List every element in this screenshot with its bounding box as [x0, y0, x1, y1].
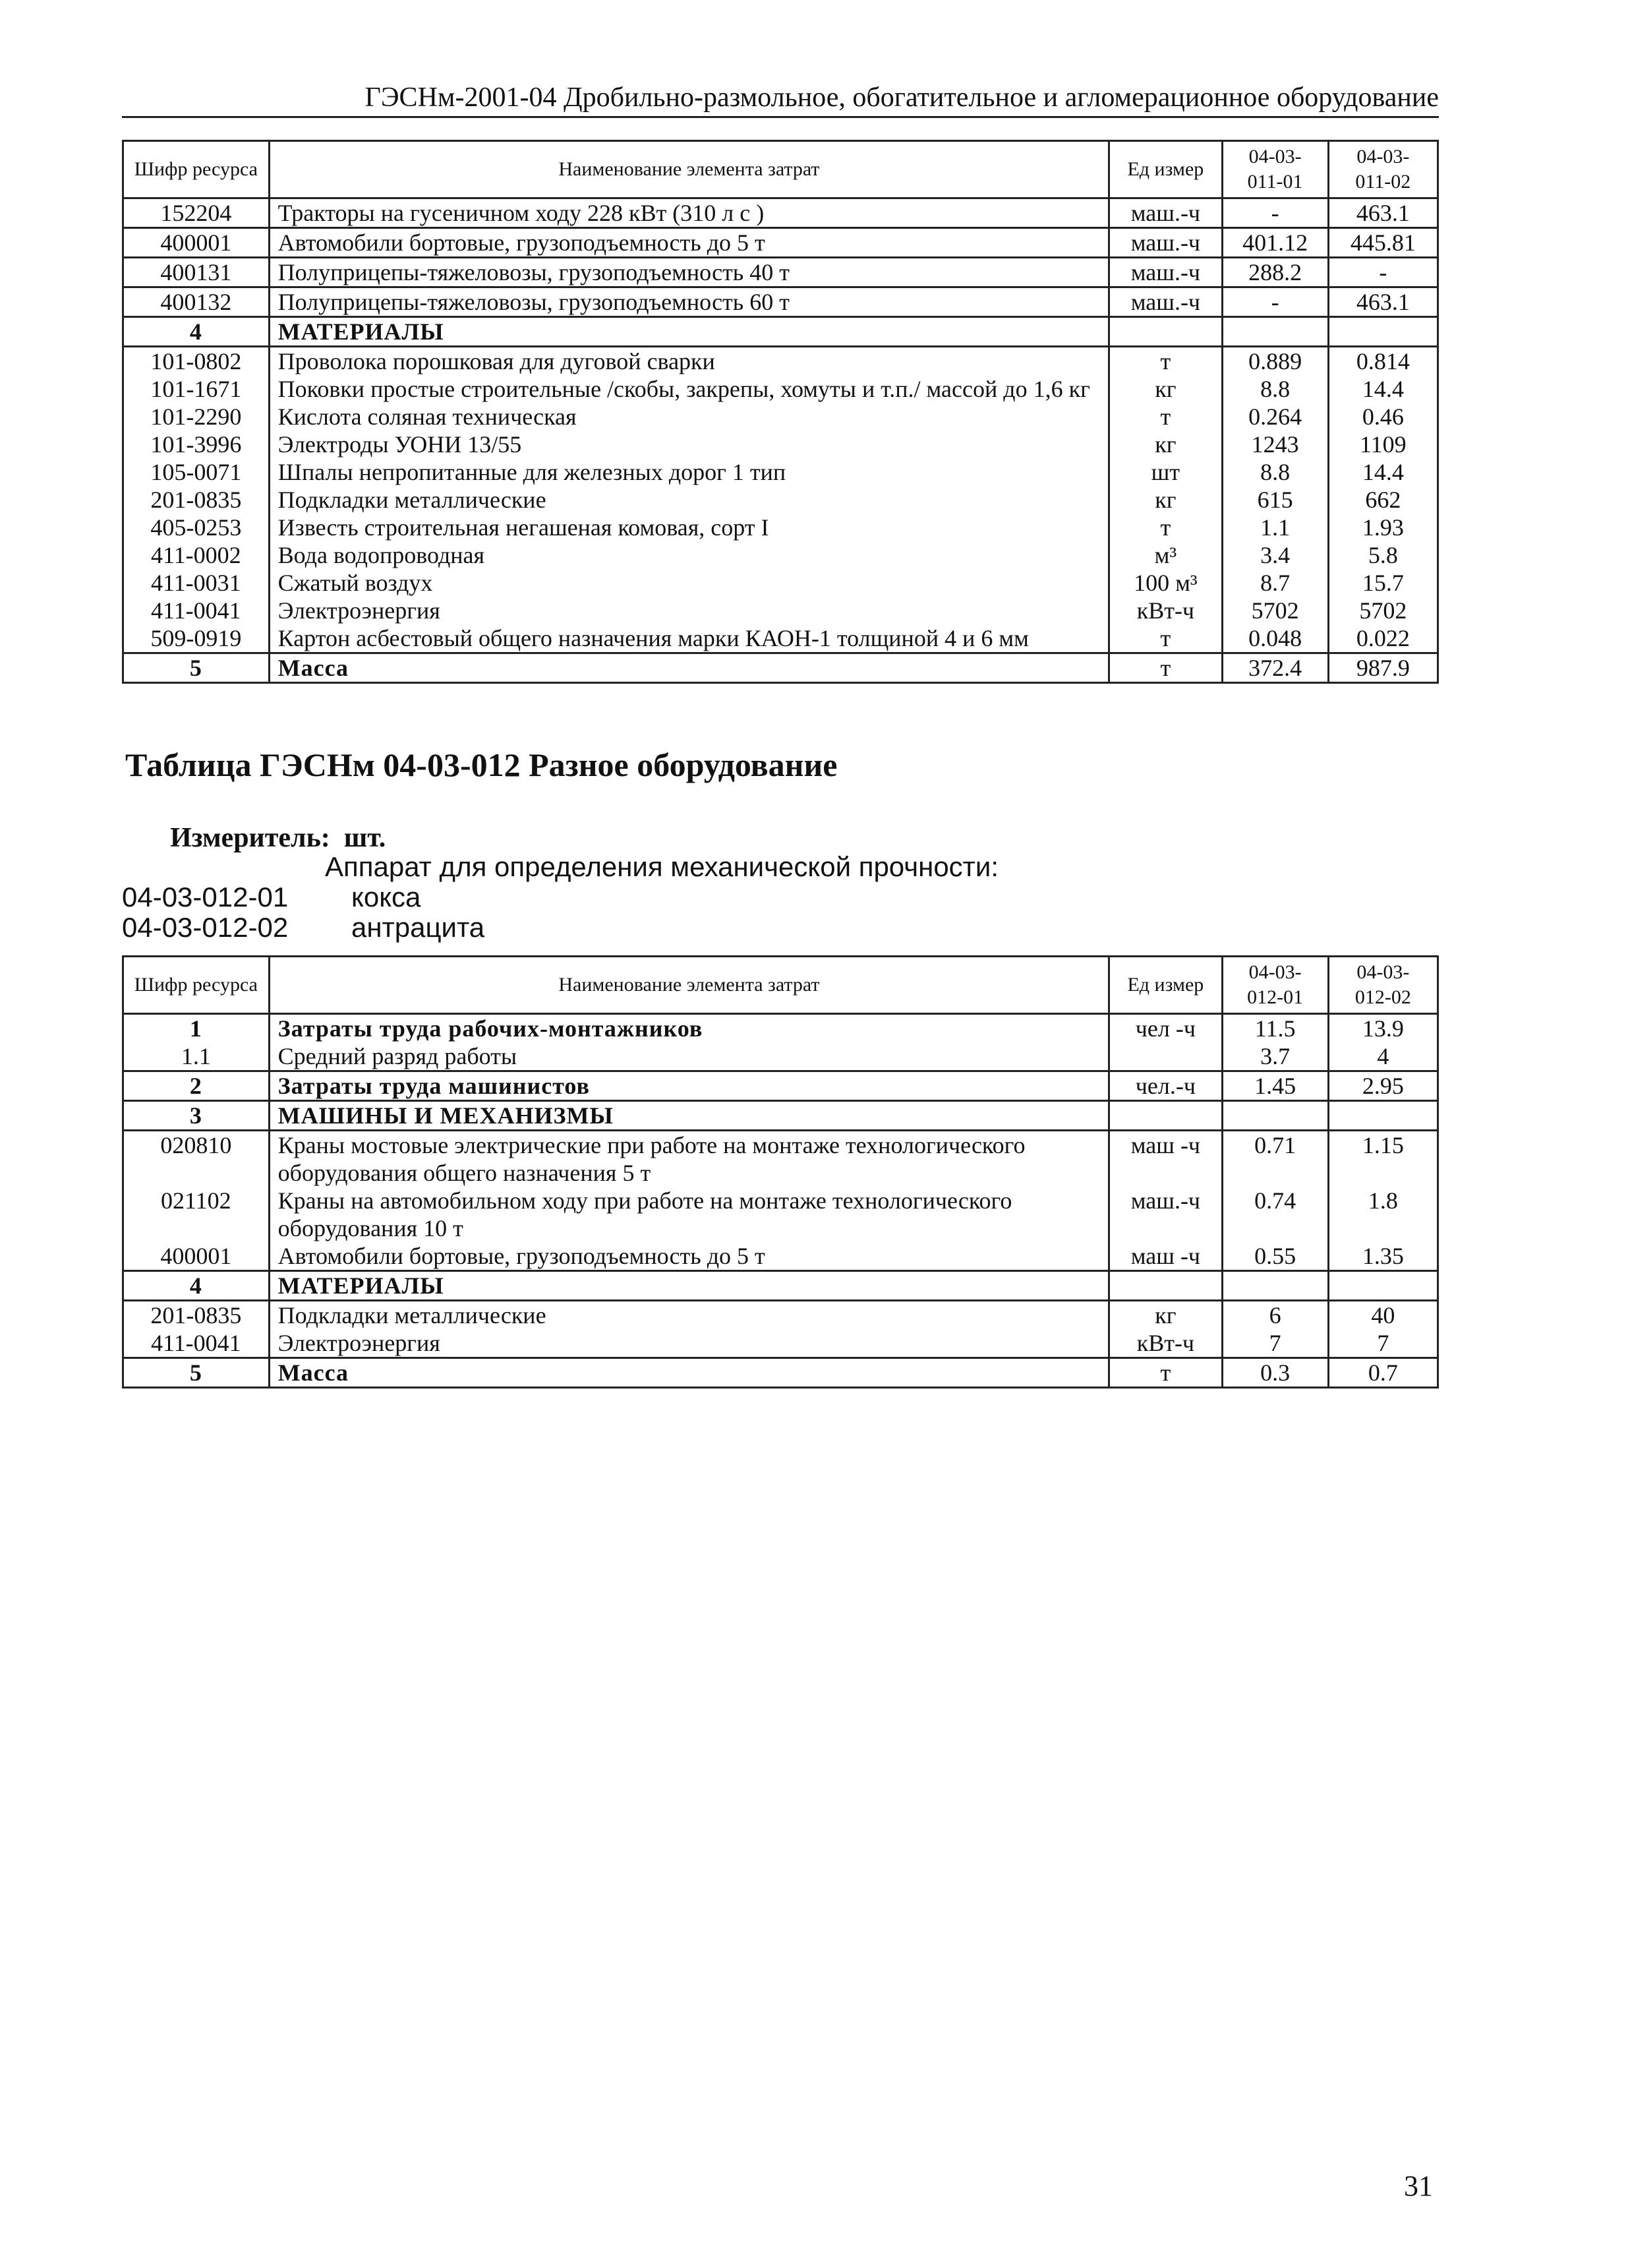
col-header-v1: 04-03- 011-01 — [1222, 141, 1328, 198]
row-unit: т — [1109, 1358, 1222, 1388]
header-rule — [122, 116, 1439, 118]
row-name: Масса — [269, 653, 1109, 683]
meter-line — [170, 821, 386, 854]
table-row — [123, 258, 1438, 287]
row-code: 101-0802 — [123, 347, 270, 376]
table-row — [123, 1358, 1438, 1388]
row-code: 405-0253 — [123, 514, 270, 541]
cost-table-011 — [122, 140, 1439, 684]
row-value-1: 0.264 — [1222, 403, 1328, 431]
table-row — [123, 653, 1438, 683]
row-value-1: 401.12 — [1222, 228, 1328, 258]
col-header-name: Наименование элемента затрат — [269, 141, 1109, 198]
cost-table-012 — [122, 955, 1439, 1388]
row-code: 201-0835 — [123, 486, 270, 514]
row-code: 021102 — [123, 1187, 270, 1242]
row-unit: маш -ч — [1109, 1242, 1222, 1271]
row-name: Масса — [269, 1358, 1109, 1388]
variant-name: антрацита — [351, 912, 485, 943]
table-row — [123, 228, 1438, 258]
variant-code: 04-03-012-02 — [122, 912, 289, 943]
row-value-1: 372.4 — [1222, 653, 1328, 683]
row-value-2: - — [1328, 258, 1438, 287]
row-unit: кВт-ч — [1109, 597, 1222, 624]
row-unit: маш.-ч — [1109, 258, 1222, 287]
row-name: Затраты труда рабочих-монтажников — [269, 1014, 1109, 1043]
table-row — [123, 317, 1438, 347]
row-name: Известь строительная негашеная комовая, сорт I — [269, 514, 1109, 541]
col-header-code: Шифр ресурса — [123, 141, 270, 198]
table-row — [123, 1187, 1438, 1242]
row-value-2: 13.9 — [1328, 1014, 1438, 1043]
row-code: 020810 — [123, 1131, 270, 1187]
table-row — [123, 403, 1438, 431]
row-value-2: 5.8 — [1328, 541, 1438, 569]
row-unit: кг — [1109, 431, 1222, 458]
apparatus-title: Аппарат для определения механической прочности: — [325, 851, 999, 882]
table-row — [123, 1242, 1438, 1271]
row-unit: чел -ч — [1109, 1014, 1222, 1043]
row-name: Проволока порошковая для дуговой сварки — [269, 347, 1109, 376]
row-code: 411-0041 — [123, 597, 270, 624]
row-code: 101-1671 — [123, 375, 270, 403]
row-name: Затраты труда машинистов — [269, 1071, 1109, 1101]
row-name: Вода водопроводная — [269, 541, 1109, 569]
col-header-name: Наименование элемента затрат — [269, 957, 1109, 1014]
row-unit — [1109, 1101, 1222, 1131]
row-unit: маш.-ч — [1109, 1187, 1222, 1242]
row-value-1: 8.7 — [1222, 569, 1328, 597]
table-row — [123, 1101, 1438, 1131]
row-unit: т — [1109, 403, 1222, 431]
col-header-v1: 04-03- 012-01 — [1222, 957, 1328, 1014]
table-row — [123, 198, 1438, 228]
table-row — [123, 1071, 1438, 1101]
row-name: Сжатый воздух — [269, 569, 1109, 597]
row-name: Полуприцепы-тяжеловозы, грузоподъемность 40 т — [269, 258, 1109, 287]
table-row — [123, 541, 1438, 569]
row-value-1: 6 — [1222, 1301, 1328, 1330]
row-code: 400001 — [123, 228, 270, 258]
row-name: Шпалы непропитанные для железных дорог 1 тип — [269, 458, 1109, 486]
row-unit — [1109, 1042, 1222, 1071]
row-value-1: 0.3 — [1222, 1358, 1328, 1388]
row-code: 105-0071 — [123, 458, 270, 486]
row-code: 5 — [123, 653, 270, 683]
row-name: Электроды УОНИ 13/55 — [269, 431, 1109, 458]
row-value-2: 987.9 — [1328, 653, 1438, 683]
row-unit — [1109, 317, 1222, 347]
page-number: 31 — [1404, 2170, 1433, 2202]
row-value-2: 7 — [1328, 1329, 1438, 1358]
variant-code: 04-03-012-01 — [122, 881, 289, 912]
row-unit: маш -ч — [1109, 1131, 1222, 1187]
row-value-2: 0.022 — [1328, 624, 1438, 653]
row-code: 5 — [123, 1358, 270, 1388]
row-value-2: 463.1 — [1328, 287, 1438, 317]
row-name: Краны мостовые электрические при работе на монтаже технологического оборудования общего назначения 5 т — [269, 1131, 1109, 1187]
row-code: 509-0919 — [123, 624, 270, 653]
row-name: Средний разряд работы — [269, 1042, 1109, 1071]
row-value-2: 14.4 — [1328, 375, 1438, 403]
row-value-2: 15.7 — [1328, 569, 1438, 597]
row-value-1: 8.8 — [1222, 375, 1328, 403]
row-value-1: 1243 — [1222, 431, 1328, 458]
row-value-2 — [1328, 317, 1438, 347]
row-name: Краны на автомобильном ходу при работе на монтаже технологического оборудования 10 т — [269, 1187, 1109, 1242]
table-row — [123, 1042, 1438, 1071]
row-unit: т — [1109, 624, 1222, 653]
row-value-2: 40 — [1328, 1301, 1438, 1330]
row-value-2: 1.8 — [1328, 1187, 1438, 1242]
row-unit: кг — [1109, 1301, 1222, 1330]
table-row — [123, 1014, 1438, 1043]
row-code: 4 — [123, 1271, 270, 1301]
row-code: 152204 — [123, 198, 270, 228]
row-value-1: 7 — [1222, 1329, 1328, 1358]
row-unit: чел.-ч — [1109, 1071, 1222, 1101]
row-name: Полуприцепы-тяжеловозы, грузоподъемность 60 т — [269, 287, 1109, 317]
table-row — [123, 287, 1438, 317]
row-code: 1.1 — [123, 1042, 270, 1071]
row-unit: м³ — [1109, 541, 1222, 569]
row-value-2: 0.7 — [1328, 1358, 1438, 1388]
row-code: 3 — [123, 1101, 270, 1131]
row-value-1 — [1222, 1101, 1328, 1131]
row-value-2: 1.15 — [1328, 1131, 1438, 1187]
meter-value: шт. — [343, 823, 386, 853]
row-unit: кВт-ч — [1109, 1329, 1222, 1358]
row-name: Поковки простые строительные /скобы, закрепы, хомуты и т.п./ массой до 1,6 кг — [269, 375, 1109, 403]
table-row — [123, 1301, 1438, 1330]
row-unit: т — [1109, 653, 1222, 683]
row-unit: маш.-ч — [1109, 228, 1222, 258]
row-value-2: 1109 — [1328, 431, 1438, 458]
row-value-1 — [1222, 317, 1328, 347]
table-row — [123, 486, 1438, 514]
row-name: Кислота соляная техническая — [269, 403, 1109, 431]
row-value-1: 288.2 — [1222, 258, 1328, 287]
row-name: Электроэнергия — [269, 1329, 1109, 1358]
row-value-2 — [1328, 1271, 1438, 1301]
row-name: Электроэнергия — [269, 597, 1109, 624]
row-value-1: 1.45 — [1222, 1071, 1328, 1101]
row-code: 400131 — [123, 258, 270, 287]
row-name: МАТЕРИАЛЫ — [269, 317, 1109, 347]
row-code: 1 — [123, 1014, 270, 1043]
table-row — [123, 1271, 1438, 1301]
meter-label: Измеритель: — [170, 823, 330, 853]
col-header-unit: Ед измер — [1109, 141, 1222, 198]
table-row — [123, 1131, 1438, 1187]
table-row — [123, 347, 1438, 376]
col-header-v2: 04-03- 012-02 — [1328, 957, 1438, 1014]
col-header-code: Шифр ресурса — [123, 957, 270, 1014]
row-code: 400132 — [123, 287, 270, 317]
row-name: Подкладки металлические — [269, 1301, 1109, 1330]
row-value-1 — [1222, 1271, 1328, 1301]
row-value-1: 5702 — [1222, 597, 1328, 624]
row-code: 4 — [123, 317, 270, 347]
row-value-1: 0.71 — [1222, 1131, 1328, 1187]
row-value-1: 0.74 — [1222, 1187, 1328, 1242]
table-row — [123, 375, 1438, 403]
row-value-2: 14.4 — [1328, 458, 1438, 486]
row-value-1: 0.55 — [1222, 1242, 1328, 1271]
row-value-1: - — [1222, 287, 1328, 317]
row-value-1: 8.8 — [1222, 458, 1328, 486]
row-unit: кг — [1109, 486, 1222, 514]
row-name: Тракторы на гусеничном ходу 228 кВт (310 л с ) — [269, 198, 1109, 228]
section-title: Таблица ГЭСНм 04-03-012 Разное оборудование — [125, 746, 838, 783]
table-row — [123, 458, 1438, 486]
table-row — [123, 597, 1438, 624]
row-unit: кг — [1109, 375, 1222, 403]
row-value-1: 0.889 — [1222, 347, 1328, 376]
table-row — [123, 1329, 1438, 1358]
variant-name: кокса — [351, 881, 421, 912]
row-value-2: 662 — [1328, 486, 1438, 514]
row-code: 400001 — [123, 1242, 270, 1271]
row-unit: шт — [1109, 458, 1222, 486]
row-code: 411-0002 — [123, 541, 270, 569]
row-code: 2 — [123, 1071, 270, 1101]
row-name: Автомобили бортовые, грузоподъемность до 5 т — [269, 1242, 1109, 1271]
row-value-1: 3.7 — [1222, 1042, 1328, 1071]
row-value-2: 0.814 — [1328, 347, 1438, 376]
row-unit: т — [1109, 347, 1222, 376]
row-value-1: 0.048 — [1222, 624, 1328, 653]
row-unit: маш.-ч — [1109, 287, 1222, 317]
row-value-1: 615 — [1222, 486, 1328, 514]
row-value-2: 1.93 — [1328, 514, 1438, 541]
row-value-2: 463.1 — [1328, 198, 1438, 228]
row-value-2: 445.81 — [1328, 228, 1438, 258]
row-name: МАТЕРИАЛЫ — [269, 1271, 1109, 1301]
row-code: 101-3996 — [123, 431, 270, 458]
row-value-2: 4 — [1328, 1042, 1438, 1071]
table-row — [123, 624, 1438, 653]
row-name: Картон асбестовый общего назначения марки КАОН-1 толщиной 4 и 6 мм — [269, 624, 1109, 653]
row-code: 411-0041 — [123, 1329, 270, 1358]
row-unit — [1109, 1271, 1222, 1301]
row-unit: маш.-ч — [1109, 198, 1222, 228]
row-value-1: 1.1 — [1222, 514, 1328, 541]
row-name: Подкладки металлические — [269, 486, 1109, 514]
row-unit: т — [1109, 514, 1222, 541]
table-row — [123, 431, 1438, 458]
row-code: 101-2290 — [123, 403, 270, 431]
row-value-2 — [1328, 1101, 1438, 1131]
col-header-unit: Ед измер — [1109, 957, 1222, 1014]
row-name: Автомобили бортовые, грузоподъемность до 5 т — [269, 228, 1109, 258]
table-row — [123, 514, 1438, 541]
row-value-1: 11.5 — [1222, 1014, 1328, 1043]
row-value-2: 2.95 — [1328, 1071, 1438, 1101]
table-row — [123, 569, 1438, 597]
row-value-1: - — [1222, 198, 1328, 228]
col-header-v2: 04-03- 011-02 — [1328, 141, 1438, 198]
row-code: 411-0031 — [123, 569, 270, 597]
row-name: МАШИНЫ И МЕХАНИЗМЫ — [269, 1101, 1109, 1131]
row-unit: 100 м³ — [1109, 569, 1222, 597]
row-value-1: 3.4 — [1222, 541, 1328, 569]
row-value-2: 1.35 — [1328, 1242, 1438, 1271]
running-header: ГЭСНм-2001-04 Дробильно-размольное, обогатительное и агломерационное оборудование — [364, 82, 1439, 113]
row-value-2: 5702 — [1328, 597, 1438, 624]
row-code: 201-0835 — [123, 1301, 270, 1330]
row-value-2: 0.46 — [1328, 403, 1438, 431]
